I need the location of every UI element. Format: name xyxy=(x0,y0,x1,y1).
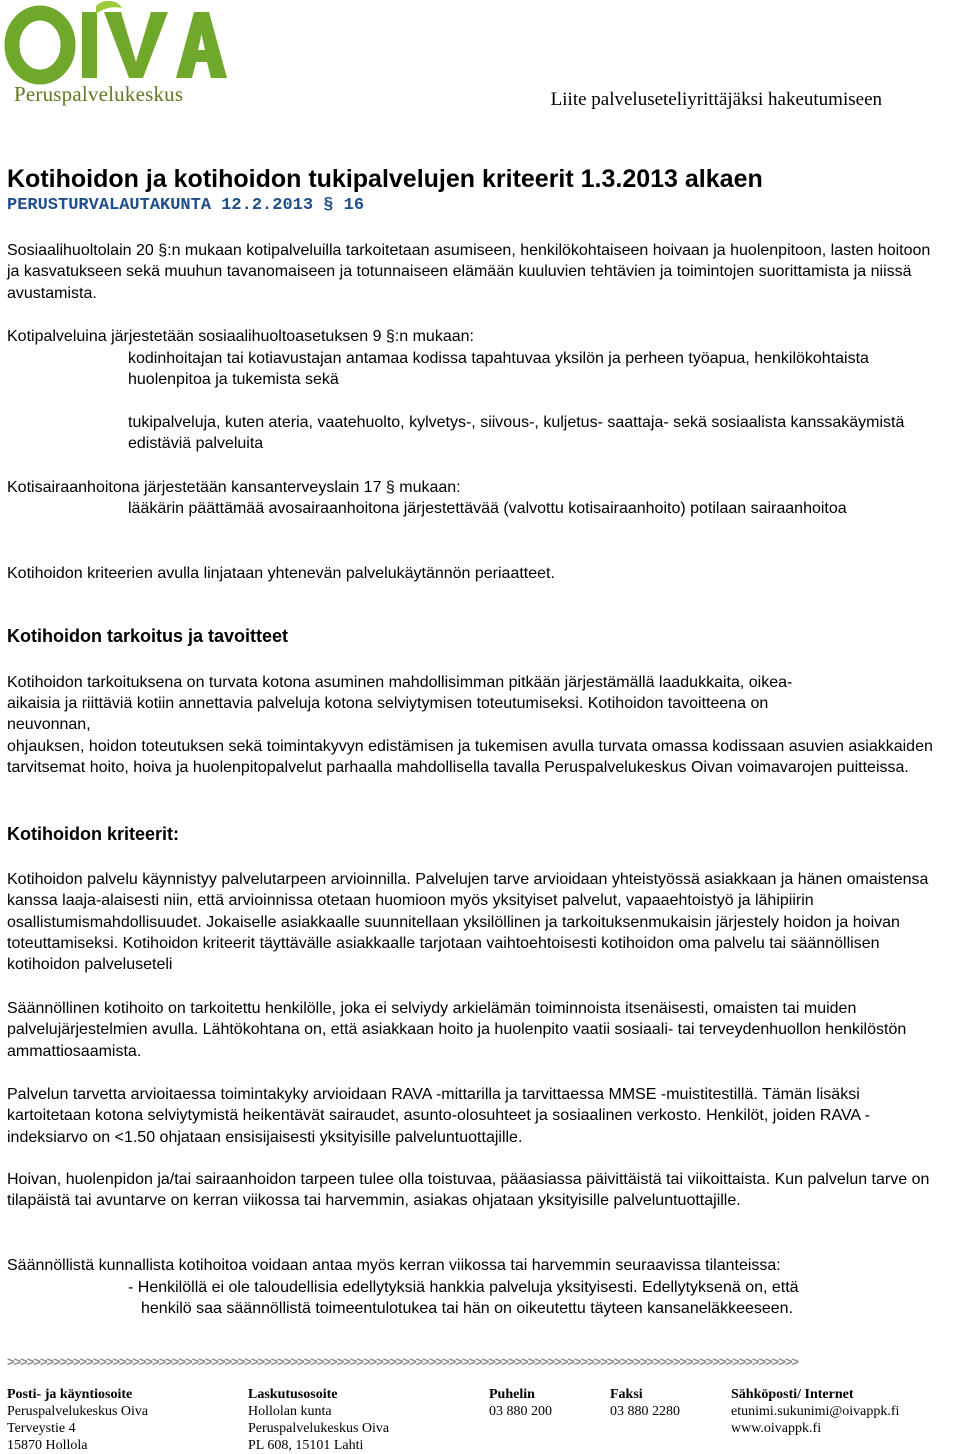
intro-paragraph-2-lead: Kotipalveluina järjestetään sosiaalihuoltoasetuksen 9 §:n mukaan: xyxy=(7,328,474,345)
footer-billing-line: Peruspalvelukeskus Oiva xyxy=(248,1421,390,1436)
footer-email[interactable]: etunimi.sukunimi@oivappk.fi xyxy=(731,1404,900,1419)
footer-address-line: Peruspalvelukeskus Oiva xyxy=(7,1404,149,1419)
purpose-line-3: neuvonnan, xyxy=(7,716,91,733)
purpose-line-2: aikaisia ja riittäviä kotiin annettavia palveluja kotona selviytymisen toteutumiseksi. Kotihoidon tavoitteena on xyxy=(7,695,769,712)
criteria-paragraph-2: Säännöllinen kotihoito on tarkoitettu henkilölle, joka ei selviydy arkielämän toiminnoista itsenäisesti, omaisten tai muiden palvelujärjestelmien avulla. Lähtökohtana on, että asiakkaan hoito ja huolenpito vaatii sosiaali- tai terveydenhuollon henkilöstön ammattiosaamista. xyxy=(7,1000,907,1060)
footer-fax-heading: Faksi xyxy=(610,1387,643,1402)
footer-phone-number: 03 880 200 xyxy=(489,1404,552,1419)
logo-tagline: Peruspalvelukeskus xyxy=(14,82,184,106)
footer-website[interactable]: www.oivappk.fi xyxy=(731,1421,822,1436)
purpose-line-1: Kotihoidon tarkoituksena on turvata kotona asuminen mahdollisimman pitkään järjestämällä laadukkaita, oikea- xyxy=(7,674,793,691)
criteria-paragraph-4: Hoivan, huolenpidon ja/tai sairaanhoidon tarpeen tulee olla toistuvaa, pääasiassa päivittäistä tai viikoittaista. Kun palvelun tarve on tilapäistä tai avuntarve on kerran viikossa tai harvemmin, asiakas ohjataan yksityisille palveluntuottajille. xyxy=(7,1171,930,1210)
intro-paragraph-4: Kotihoidon kriteerien avulla linjataan yhtenevän palvelukäytännön periaatteet. xyxy=(7,565,555,582)
footer-divider: >>>>>>>>>>>>>>>>>>>>>>>>>>>>>>>>>>>>>>>>>>>>>>>>>>>>>>>>>>>>>>>>>>>>>>>>>>>>>>>>>>>>>>>>>>>>>>>>>>>>>>>>>>>>>>>>>>>>>>>> xyxy=(7,1354,799,1368)
document-subtitle: PERUSTURVALAUTAKUNTA 12.2.2013 § 16 xyxy=(7,196,365,215)
intro-list-item-2: tukipalveluja, kuten ateria, vaatehuolto, kylvetys-, siivous-, kuljetus- saattaja- sekä sosiaalista kanssakäymistä edistäviä palveluita xyxy=(128,414,905,453)
criteria-paragraph-5-lead: Säännöllistä kunnallista kotihoitoa voidaan antaa myös kerran viikossa tai harvemmin seuraavissa tilanteissa: xyxy=(7,1257,781,1274)
footer-address-heading: Posti- ja käyntiosoite xyxy=(7,1387,133,1402)
footer-address-line: 15870 Hollola xyxy=(7,1438,88,1453)
intro-list-item-3: lääkärin päättämää avosairaanhoitona järjestettävää (valvottu kotisairaanhoito) potilaan sairaanhoitoa xyxy=(128,500,847,517)
header-note: Liite palveluseteliyrittäjäksi hakeutumiseen xyxy=(550,89,882,110)
footer-phone xyxy=(489,1386,552,1420)
footer-contact-heading: Sähköposti/ Internet xyxy=(731,1387,854,1402)
footer-billing-heading: Laskutusosoite xyxy=(248,1387,338,1402)
intro-list-item-1: kodinhoitajan tai kotiavustajan antamaa kodissa tapahtuvaa yksilön ja perheen työapua, henkilökohtaista huolenpitoa ja tukemista sekä xyxy=(128,350,869,389)
footer-contact xyxy=(731,1386,899,1437)
footer-phone-heading: Puhelin xyxy=(489,1387,535,1402)
footer-billing xyxy=(248,1386,389,1454)
intro-paragraph-3-lead: Kotisairaanhoitona järjestetään kansanterveyslain 17 § mukaan: xyxy=(7,479,461,496)
criteria-list-item-1: - Henkilöllä ei ole taloudellisia edellytyksiä hankkia palveluja yksityisesti. Edellytyksenä on, että xyxy=(128,1279,799,1296)
footer-fax-number: 03 880 2280 xyxy=(610,1404,680,1419)
oiva-logo-mark xyxy=(4,0,229,86)
oiva-logo xyxy=(4,0,229,115)
criteria-paragraph-1: Kotihoidon palvelu käynnistyy palvelutarpeen arvioinnilla. Palvelujen tarve arvioidaan yhteistyössä asiakkaan ja hänen omaistensa kanssa laaja-alaisesti niin, että arvioinnissa otetaan huomioon myös yksityiset palvelut, vapaaehtoistyö ja lähipiirin osallistumismahdollisuudet. Jokaiselle asiakkaalle suunnitellaan yksilöllinen ja tarkoituksenmukaisin järjestely hoidon ja hoivan toteuttamiseksi. Kotihoidon kriteerit täyttävälle asiakkaalle tarjotaan vaihtoehtoisesti kotihoidon oma palvelu tai säännöllisen kotihoidon palveluseteli xyxy=(7,871,929,974)
footer-address xyxy=(7,1386,148,1454)
criteria-list-item-1-cont: henkilö saa säännöllistä toimeentulotukea tai hän on oikeutettu täyteen kansaneläkkeeseen. xyxy=(141,1300,794,1317)
section-heading-criteria: Kotihoidon kriteerit: xyxy=(7,824,179,844)
intro-paragraph-1: Sosiaalihuoltolain 20 §:n mukaan kotipalveluilla tarkoitetaan asumiseen, henkilökohtaiseen hoivaan ja huolenpitoon, lasten hoitoon ja kasvatukseen sekä muuhun tavanomaiseen ja totunnaiseen elämään kuuluvien tehtävien ja toimintojen suorittamista ja niissä avustamista. xyxy=(7,242,931,302)
criteria-paragraph-3: Palvelun tarvetta arvioitaessa toimintakyky arvioidaan RAVA -mittarilla ja tarvittaessa MMSE -muistitestillä. Tämän lisäksi kartoitetaan kotona selviytymistä heikentävät sairaudet, asunto-olosuhteet ja sosiaalinen verkosto. Henkilöt, joiden RAVA -indeksiarvo on <1.50 ohjataan ensisijaisesti yksityisille palveluntuottajille. xyxy=(7,1086,870,1146)
document-title: Kotihoidon ja kotihoidon tukipalvelujen kriteerit 1.3.2013 alkaen xyxy=(7,165,763,193)
footer-billing-line: Hollolan kunta xyxy=(248,1404,332,1419)
footer-address-line: Terveystie 4 xyxy=(7,1421,76,1436)
purpose-line-4: ohjauksen, hoidon toteutuksen sekä toimintakyvyn edistämisen ja tukemisen avulla turvata omassa kodissaan asuvien asiakkaiden tarvitsemat hoito, hoiva ja huolenpitopalvelut parhaalla mahdollisella tavalla Peruspalvelukeskus Oivan voimavarojen puitteissa. xyxy=(7,738,933,777)
section-heading-purpose: Kotihoidon tarkoitus ja tavoitteet xyxy=(7,626,289,646)
footer-billing-line: PL 608, 15101 Lahti xyxy=(248,1438,364,1453)
footer-fax xyxy=(610,1386,680,1420)
